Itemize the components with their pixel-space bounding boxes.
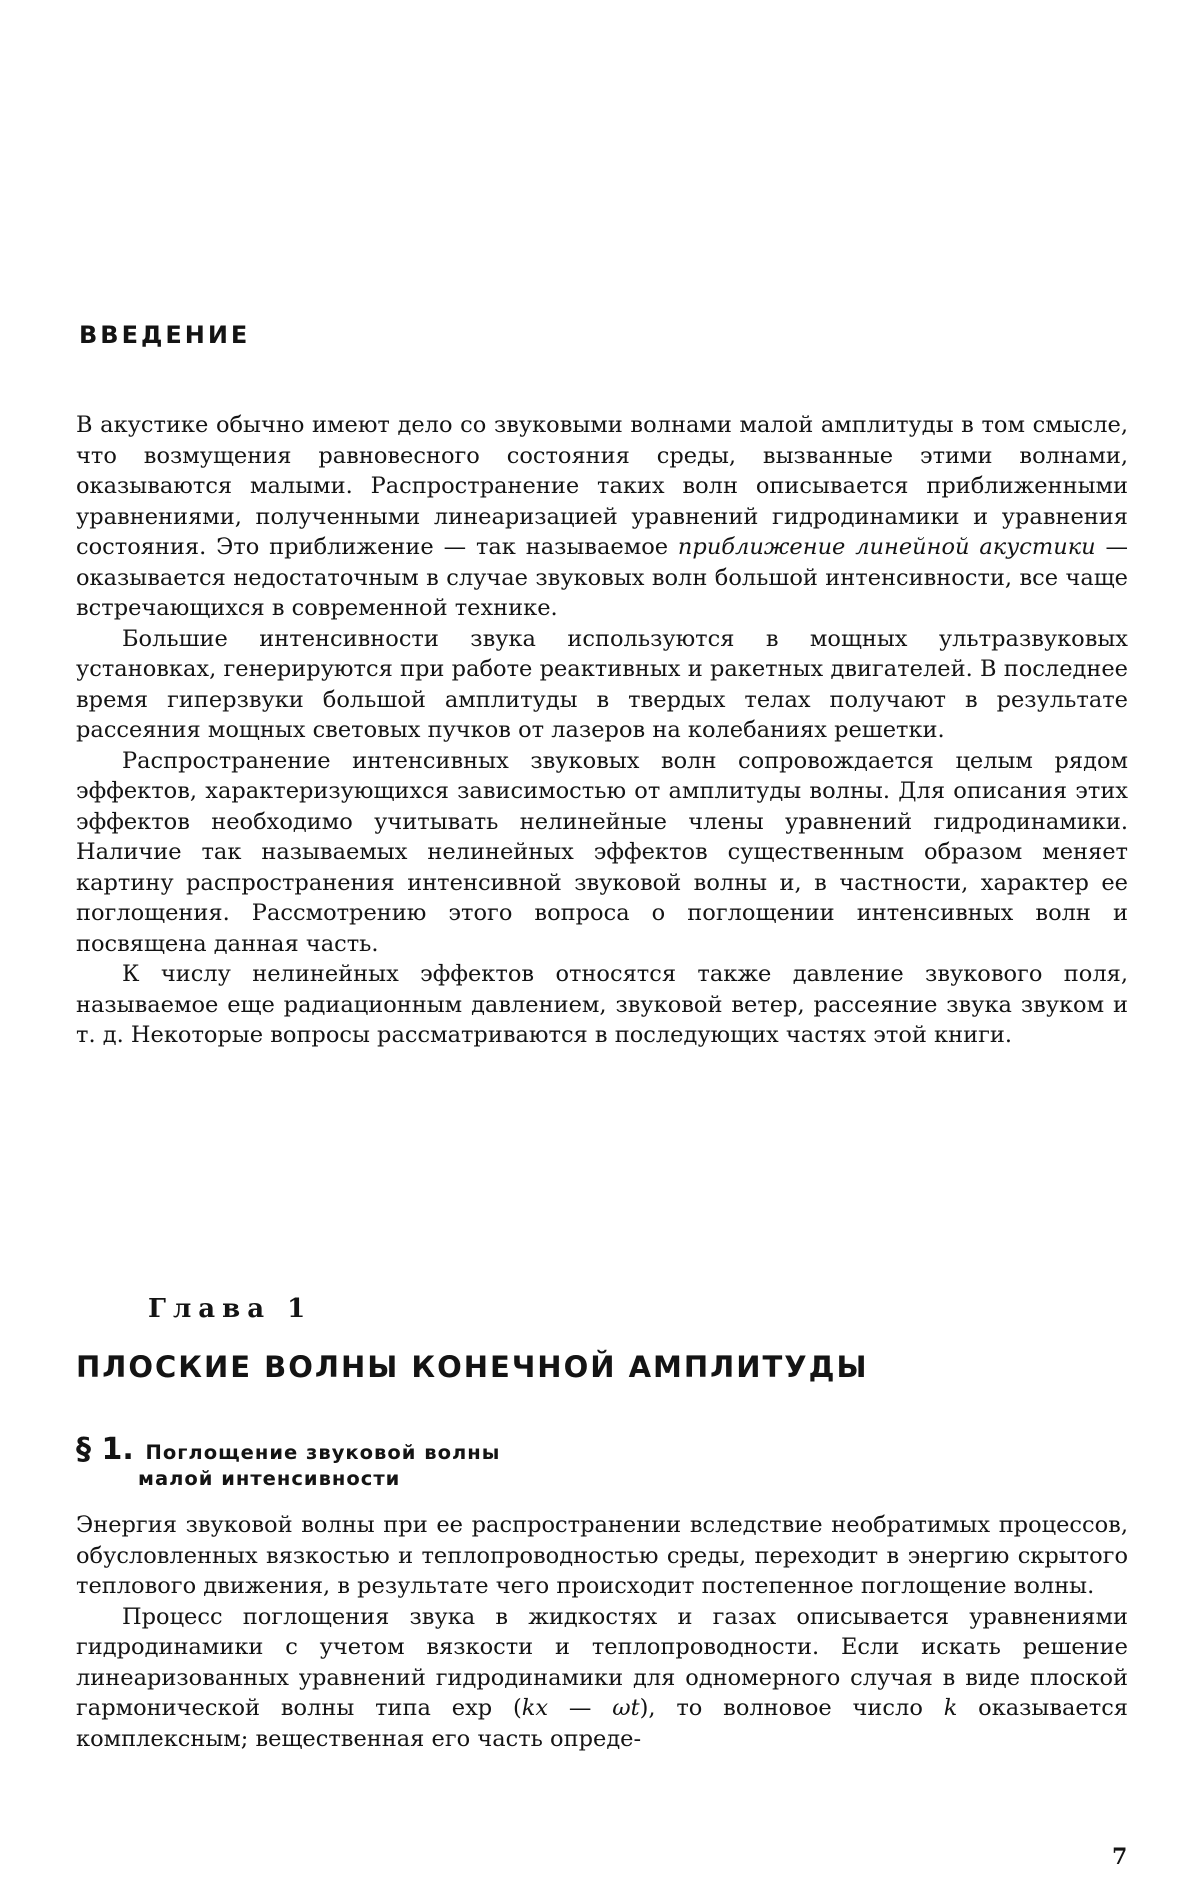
chapter-title: ПЛОСКИЕ ВОЛНЫ КОНЕЧНОЙ АМПЛИТУДЫ (76, 1350, 869, 1384)
intro-paragraph-1-end: — оказывается недостаточным в случае звуковых волн большой интенсивности, все чаще встречающихся в современной технике. (76, 534, 1128, 621)
chapter-label: Глава 1 (148, 1294, 313, 1324)
intro-emphasis-term: приближение линейной акустики (677, 534, 1096, 560)
section-text (76, 1510, 1128, 1754)
page-number: 7 (1112, 1844, 1128, 1870)
math-omega-t: ωt (612, 1695, 640, 1721)
math-kx: kx (521, 1695, 549, 1721)
section-title-line-2: малой интенсивности (138, 1467, 401, 1490)
section-number: § 1. (76, 1432, 134, 1467)
intro-paragraph-2: Большие интенсивности звука используются в мощных ультразвуковых установках, генерируются при работе реактивных и ракетных двигателей. В последнее время гиперзвуки большой амплитуды в твердых телах получают в результате рассеяния мощных световых пучков от лазеров на колебаниях решетки. (76, 625, 1128, 743)
intro-paragraph-1 (76, 410, 1128, 624)
math-minus: — (548, 1695, 613, 1721)
math-k: k (943, 1695, 958, 1721)
intro-paragraph-4: К числу нелинейных эффектов относятся также давление звукового поля, называемое еще радиационным давлением, звуковой ветер, рассеяние звука звуком и т. д. Некоторые вопросы рассматриваются в последующих частях этой книги. (76, 961, 1128, 1048)
section-paragraph-2-middle: ), то волновое число (639, 1695, 944, 1721)
section-paragraph-2-start: Процесс поглощения звука в жидкостях и газах описывается уравнениями гидродинамики с учетом вязкости и теплопроводности. Если искать решение линеаризованных уравнений гидродинамики для одномерного случая в виде плоской гармонической волны типа exp ( (76, 1603, 1128, 1721)
introduction-text (76, 410, 1128, 1051)
section-heading (76, 1432, 501, 1492)
intro-paragraph-1-start: В акустике обычно имеют дело со звуковыми волнами малой амплитуды в том смысле, что возмущения равновесного состояния среды, вызванные этими волнами, оказываются малыми. Распространение таких волн описывается приближенными уравнениями, полученными линеаризацией уравнений гидродинамики и уравнения состояния. Это приближение — так называемое (76, 412, 1128, 560)
section-paragraph-2-end: оказывается комплексным; вещественная его часть опреде- (76, 1695, 1128, 1752)
section-paragraph-1: Энергия звуковой волны при ее распространении вследствие необратимых процессов, обусловленных вязкостью и теплопроводностью среды, переходит в энергию скрытого теплового движения, в результате чего происходит постепенное поглощение волны. (76, 1512, 1128, 1599)
section-title-line-1: Поглощение звуковой волны (145, 1441, 501, 1464)
intro-paragraph-3: Распространение интенсивных звуковых волн сопровождается целым рядом эффектов, характеризующихся зависимостью от амплитуды волны. Для описания этих эффектов необходимо учитывать нелинейные члены уравнений гидродинамики. Наличие так называемых нелинейных эффектов существенным образом меняет картину распространения интенсивной звуковой волны и, в частности, характер ее поглощения. Рассмотрению этого вопроса о поглощении интенсивных волн и посвящена данная часть. (76, 747, 1128, 957)
introduction-heading: ВВЕДЕНИЕ (79, 321, 251, 349)
section-paragraph-2 (76, 1602, 1128, 1755)
